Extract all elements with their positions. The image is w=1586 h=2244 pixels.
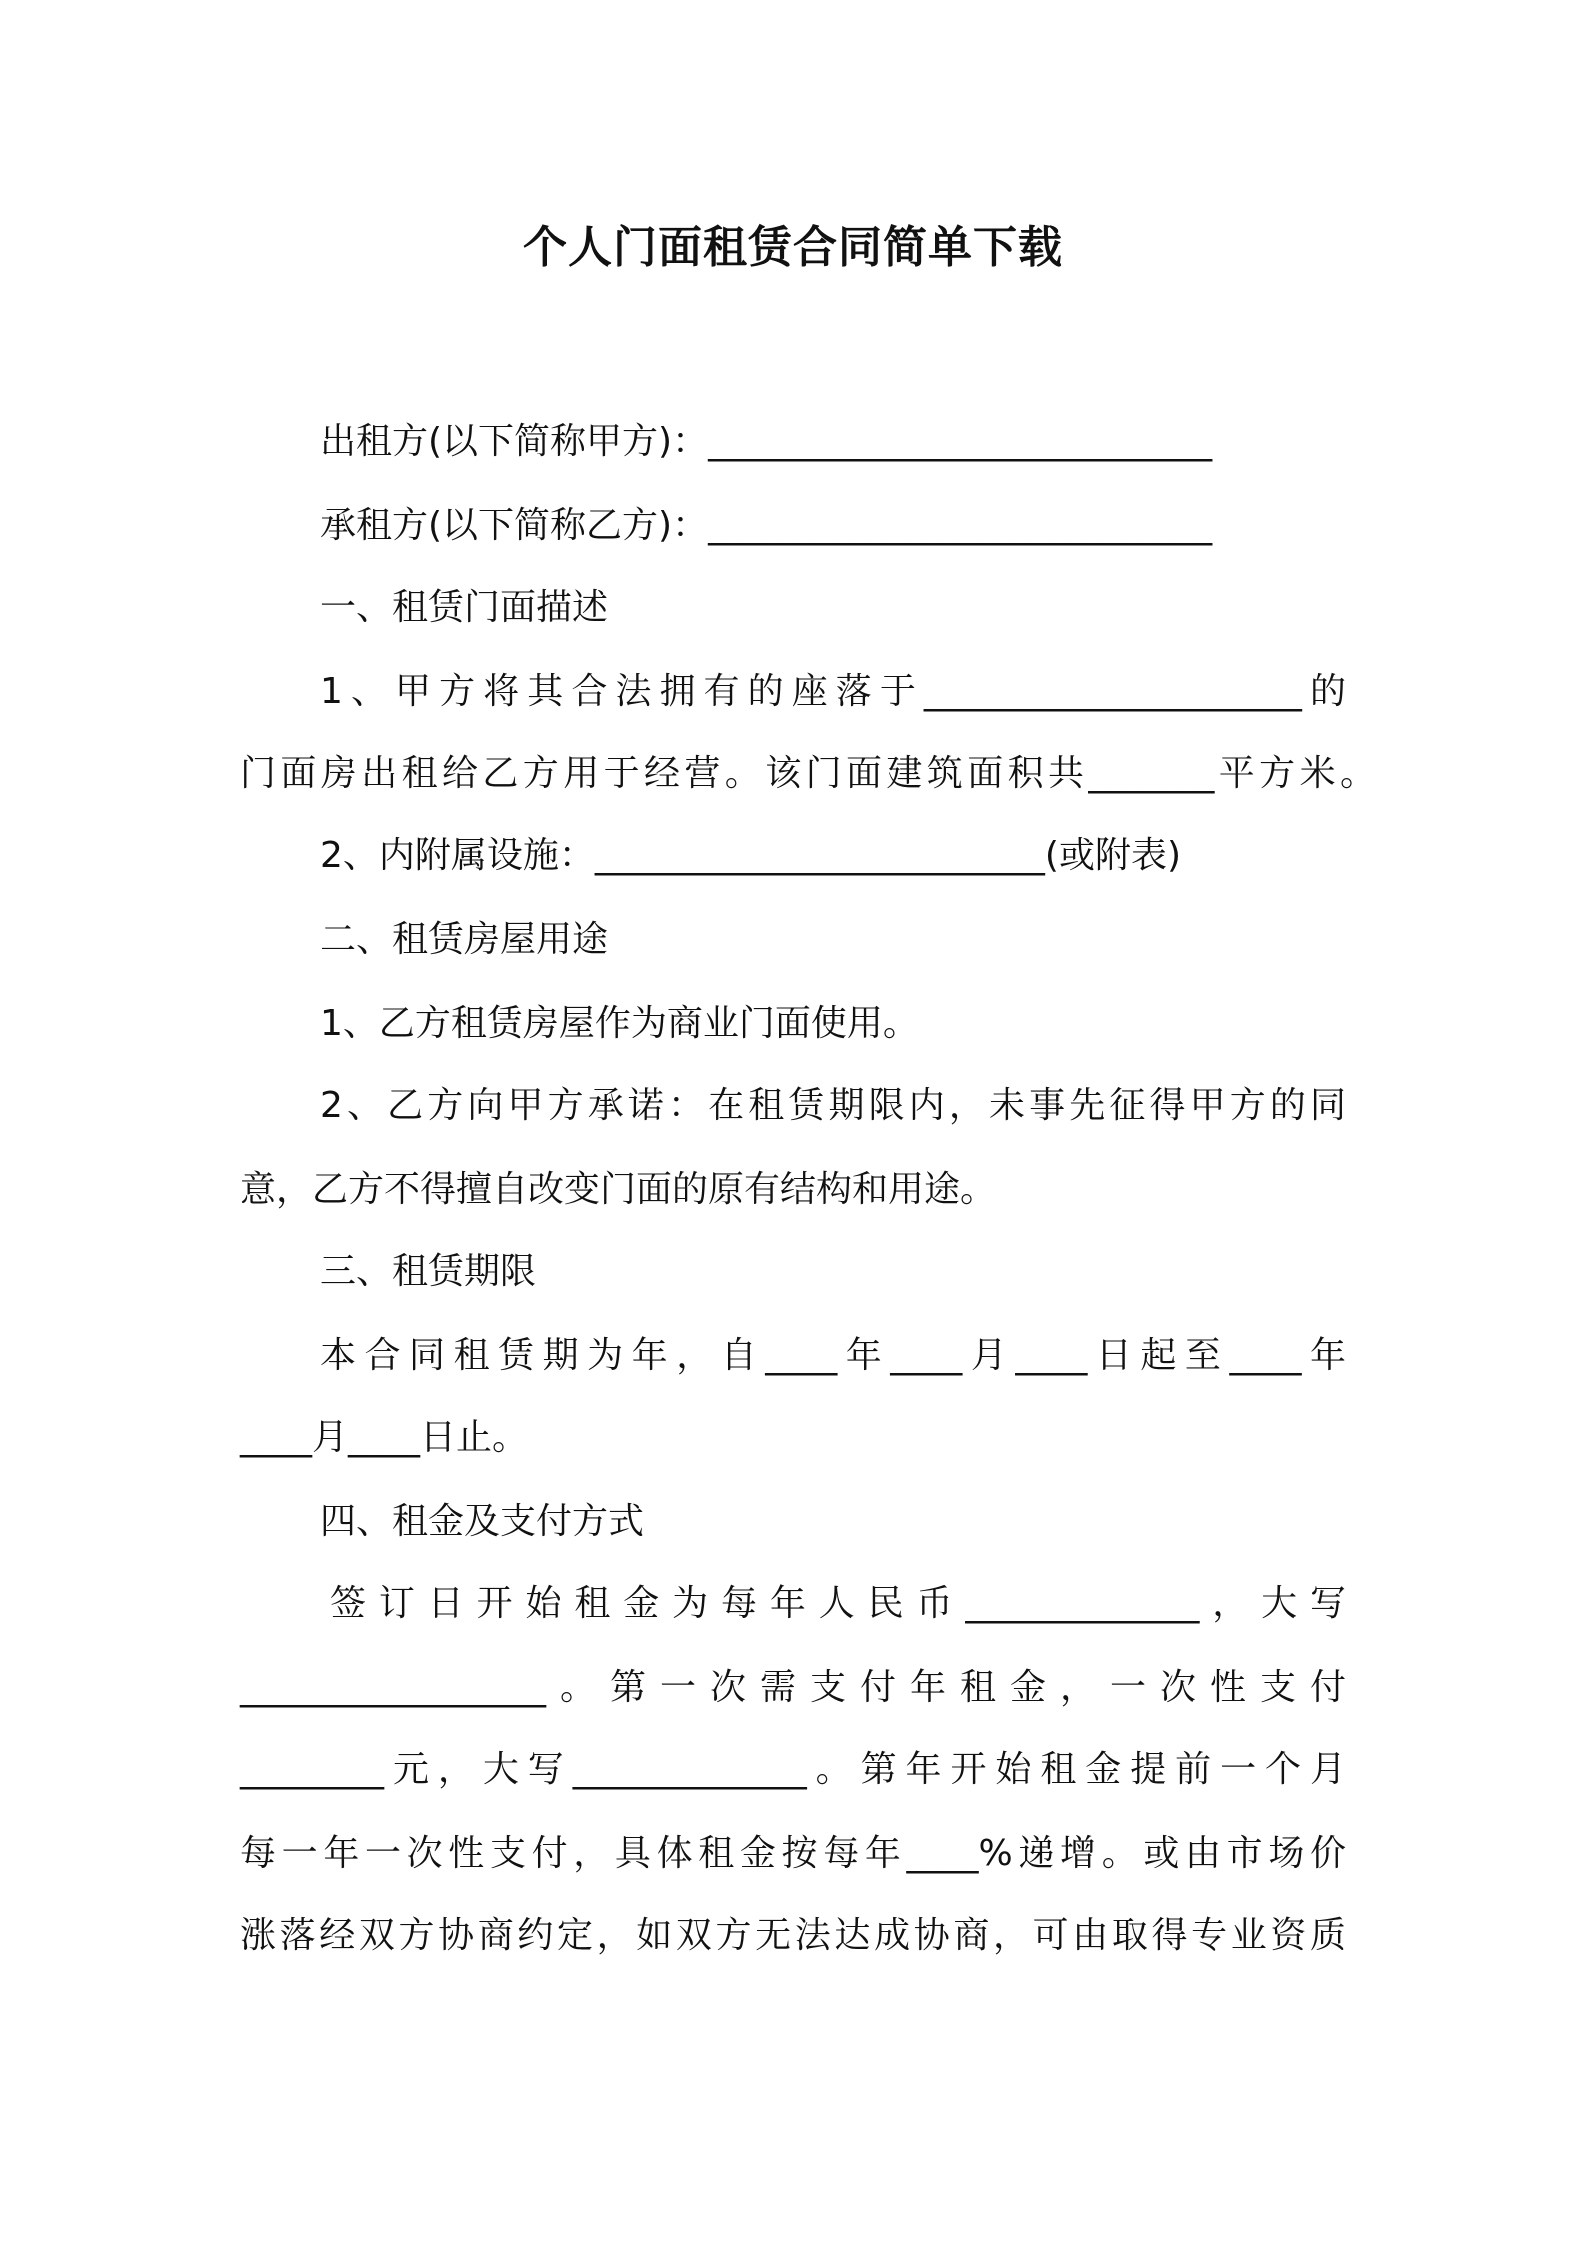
section-1-heading: 一、租赁门面描述 — [320, 587, 609, 628]
document-title: 个人门面租赁合同简单下载 — [523, 222, 1063, 273]
section-4-heading: 四、租金及支付方式 — [320, 1501, 645, 1542]
clause-1-1-line-2: 门面房出租给乙方用于经营。该门面建筑面积共_______平方米。 — [240, 753, 1376, 794]
term-line-2: ____月____日止。 — [240, 1417, 529, 1458]
clause-2-2-line-2: 意，乙方不得擅自改变门面的原有结构和用途。 — [240, 1169, 997, 1210]
clause-1-1-line-1: 1、甲方将其合法拥有的座落于_____________________的 — [320, 671, 1346, 712]
rent-line-2: _________________。第一次需支付年租金，一次性支付 — [240, 1667, 1346, 1708]
rent-line-4: 每一年一次性支付，具体租金按每年____%递增。或由市场价 — [240, 1833, 1346, 1874]
term-line-1: 本合同租赁期为年，自____年____月____日起至____年 — [320, 1335, 1346, 1376]
section-3-heading: 三、租赁期限 — [320, 1251, 537, 1292]
clause-2-1-line: 1、乙方租赁房屋作为商业门面使用。 — [320, 1003, 919, 1044]
rent-line-5: 涨落经双方协商约定，如双方无法达成协商，可由取得专业资质 — [240, 1915, 1346, 1956]
clause-2-2-line-1: 2、乙方向甲方承诺：在租赁期限内，未事先征得甲方的同 — [320, 1085, 1346, 1126]
rent-line-3: ________元，大写_____________。第年开始租金提前一个月 — [240, 1749, 1346, 1790]
section-2-heading: 二、租赁房屋用途 — [320, 919, 609, 960]
clause-1-2-line: 2、内附属设施：_________________________(或附表) — [320, 835, 1181, 876]
lessee-line: 承租方(以下简称乙方)：____________________________ — [320, 505, 1213, 546]
rent-line-1: 签订日开始租金为每年人民币_____________，大写 — [330, 1583, 1346, 1624]
lessor-line: 出租方(以下简称甲方)：____________________________ — [320, 421, 1213, 462]
